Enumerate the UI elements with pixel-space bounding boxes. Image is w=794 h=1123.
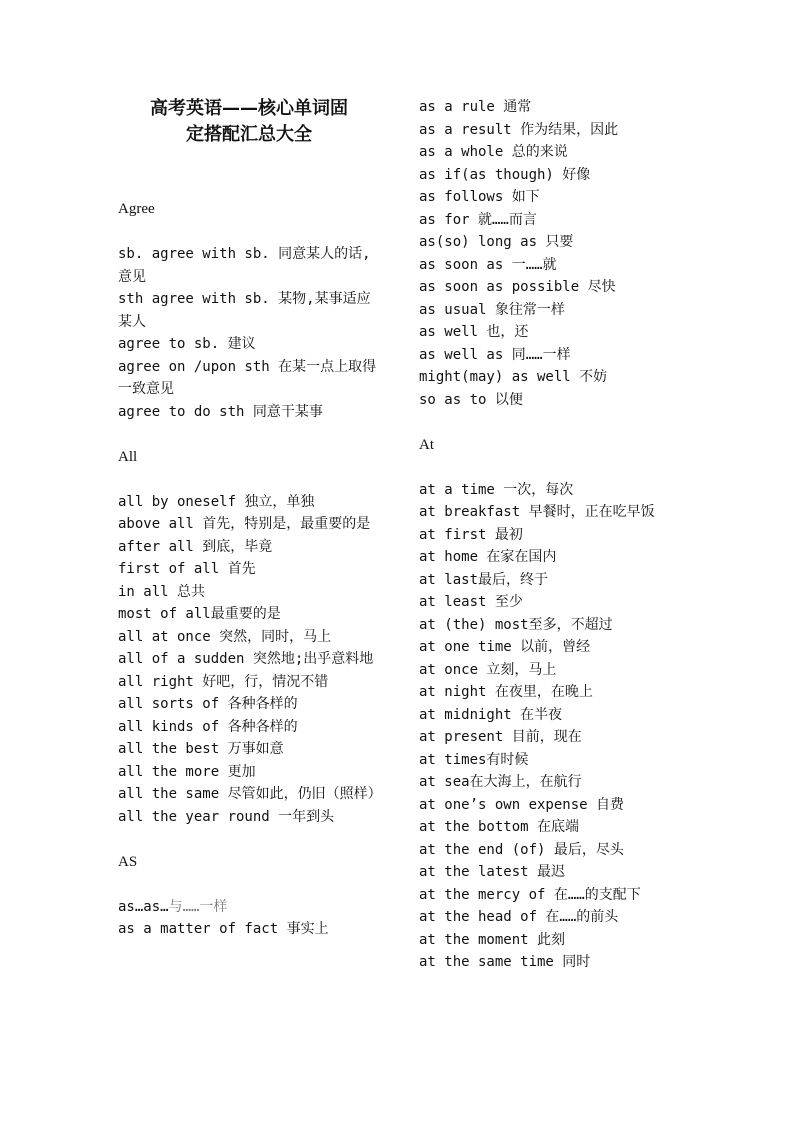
list-item: as well 也，还 xyxy=(419,324,529,340)
list-item: at one’s own expense 自费 xyxy=(419,796,625,813)
list-item: at midnight 在半夜 xyxy=(419,706,563,723)
list-item: as usual 象往常一样 xyxy=(419,301,565,318)
section-heading-agree: Agree xyxy=(118,201,155,217)
list-item: in all 总共 xyxy=(118,583,206,600)
list-item: so as to 以便 xyxy=(419,391,523,408)
list-item: at home 在家在国内 xyxy=(419,549,557,565)
list-item: agree to sb. 建议 xyxy=(118,336,256,352)
list-item: at least 至少 xyxy=(419,594,523,610)
list-item: at the head of 在……的前头 xyxy=(419,909,619,925)
list-item: at times有时候 xyxy=(419,751,529,768)
list-item: at one time 以前，曾经 xyxy=(419,639,591,655)
list-item xyxy=(118,896,380,919)
list-item: at the moment 此刻 xyxy=(419,931,566,948)
list-item: at a time 一次，每次 xyxy=(419,481,574,498)
list-item: all the best 万事如意 xyxy=(118,741,284,757)
title-line-1: 高考英语——核心单词固 xyxy=(150,98,348,119)
list-item: all the year round 一年到头 xyxy=(118,808,335,825)
list-item-term: as…as… xyxy=(118,898,169,915)
list-item: might(may) as well 不妨 xyxy=(419,369,608,385)
list-item: all by oneself 独立，单独 xyxy=(118,493,315,510)
list-item: at last最后，终于 xyxy=(419,571,549,588)
at-list xyxy=(419,479,681,974)
list-item: at the end (of) 最后，尽头 xyxy=(419,841,624,858)
list-item: at the mercy of 在……的支配下 xyxy=(419,886,641,903)
list-item: all right 好吧，行，情况不错 xyxy=(118,673,329,690)
list-item: as for 就……而言 xyxy=(419,211,537,228)
list-item: as soon as possible 尽快 xyxy=(419,279,616,295)
list-item: at the bottom 在底端 xyxy=(419,819,580,835)
list-item: all the more 更加 xyxy=(118,763,256,780)
right-column xyxy=(419,0,681,974)
list-item: all of a sudden 突然地;出乎意料地 xyxy=(118,651,374,667)
list-item: agree on /upon sth 在某一点上取得一致意见 xyxy=(118,358,377,397)
list-item: at the same time 同时 xyxy=(419,954,591,970)
list-item-meaning: 与……一样 xyxy=(168,898,228,915)
section-heading-at: At xyxy=(419,436,434,453)
list-item: as a whole 总的来说 xyxy=(419,144,568,160)
list-item: all the same 尽管如此，仍旧（照样） xyxy=(118,786,382,802)
list-item: most of all最重要的是 xyxy=(118,606,281,622)
list-item: as follows 如下 xyxy=(419,189,540,205)
list-item: above all 首先，特别是，最重要的是 xyxy=(118,516,371,532)
list-item: as well as 同……一样 xyxy=(419,346,571,363)
list-item: at present 目前，现在 xyxy=(419,729,582,745)
list-item: as a matter of fact 事实上 xyxy=(118,921,329,937)
list-item: sth agree with sb. 某物,某事适应某人 xyxy=(118,291,371,330)
list-item: all at once 突然，同时，马上 xyxy=(118,628,332,645)
all-list xyxy=(118,491,380,829)
list-item: first of all 首先 xyxy=(118,561,256,577)
list-item: at the latest 最迟 xyxy=(419,864,566,880)
list-item: all kinds of 各种各样的 xyxy=(118,718,298,735)
section-heading-as: AS xyxy=(118,853,138,870)
list-item: after all 到底，毕竟 xyxy=(118,538,273,555)
as-continued-list xyxy=(419,96,681,411)
left-column xyxy=(118,0,380,941)
list-item: as if(as though) 好像 xyxy=(419,166,591,183)
list-item: at first 最初 xyxy=(419,526,523,543)
list-item: agree to do sth 同意干某事 xyxy=(118,403,323,420)
list-item: all sorts of 各种各样的 xyxy=(118,696,298,712)
list-item: as soon as 一……就 xyxy=(419,256,557,273)
as-list xyxy=(118,896,380,941)
list-item: at once 立刻，马上 xyxy=(419,661,557,678)
list-item: at breakfast 早餐时，正在吃早饭 xyxy=(419,504,655,520)
title-line-2: 定搭配汇总大全 xyxy=(186,124,312,145)
section-heading-all: All xyxy=(118,448,138,465)
list-item: as a rule 通常 xyxy=(419,99,532,115)
list-item: sb. agree with sb. 同意某人的话,意见 xyxy=(118,246,371,285)
list-item: as(so) long as 只要 xyxy=(419,234,574,250)
agree-list xyxy=(118,243,380,423)
list-item: at night 在夜里，在晚上 xyxy=(419,684,593,700)
list-item: at (the) most至多，不超过 xyxy=(419,616,613,633)
list-item: as a result 作为结果，因此 xyxy=(419,121,619,138)
list-item: at sea在大海上，在航行 xyxy=(419,774,582,790)
